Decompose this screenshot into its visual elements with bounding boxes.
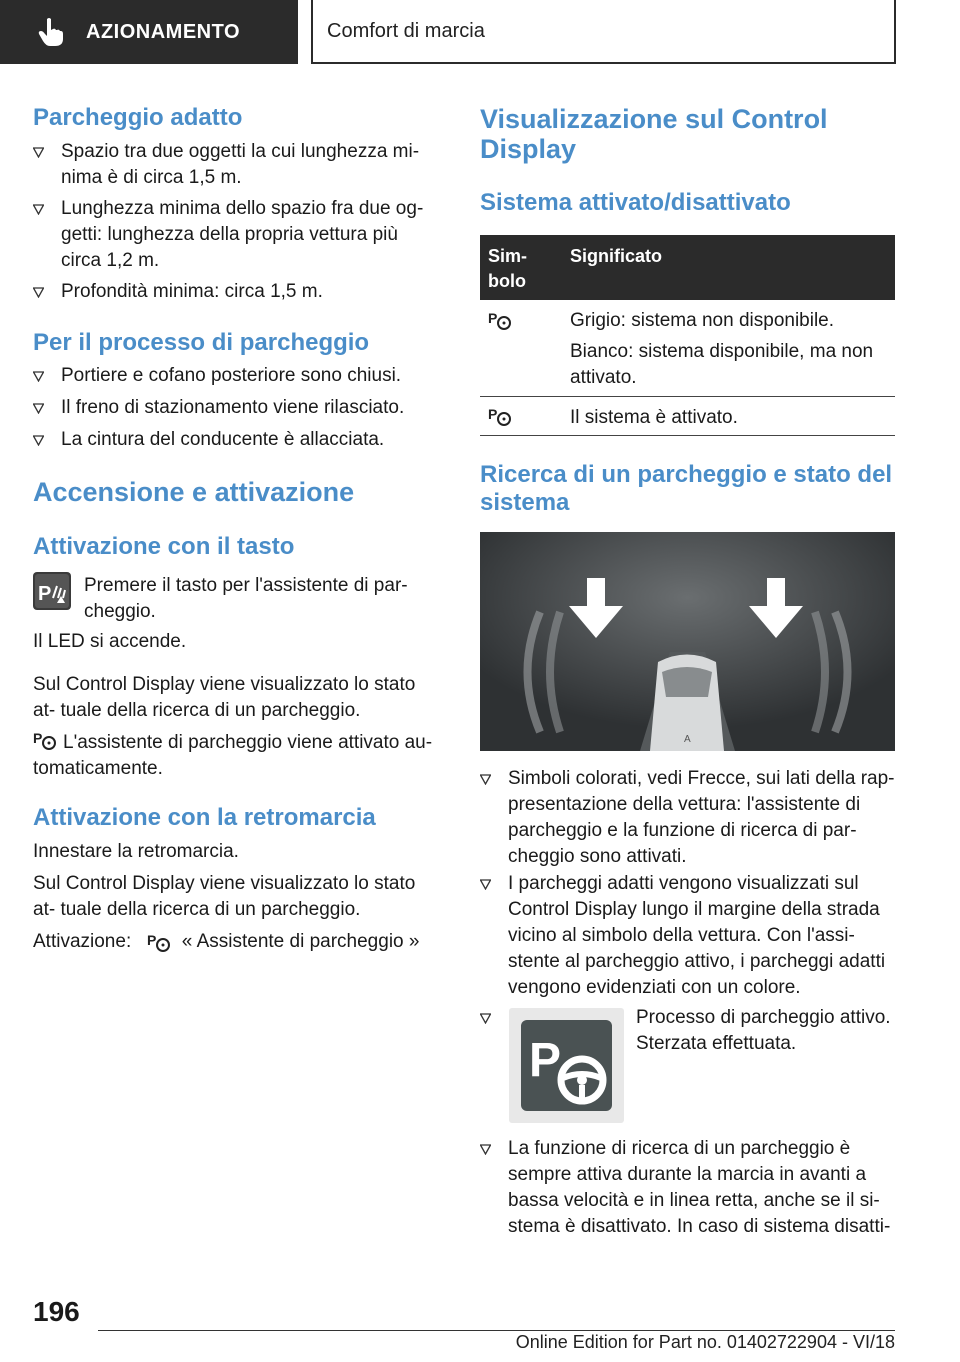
control-display-illustration	[480, 532, 895, 751]
table-cell: Grigio: sistema non disponibile.	[570, 310, 835, 331]
svg-text:P: P	[33, 730, 43, 746]
paragraph: L'assistente di parcheggio viene attivato au‐ tomaticamente.	[33, 732, 433, 779]
heading-attivazione-retromarcia: Attivazione con la retromarcia	[33, 804, 376, 831]
svg-text:P: P	[146, 931, 156, 948]
heading-sistema: Sistema attivato/disattivato	[480, 189, 791, 216]
paragraph: Innestare la retromarcia.	[33, 841, 239, 862]
table-divider	[480, 396, 895, 397]
parking-search-illustration	[480, 532, 895, 751]
paragraph: Sul Control Display viene visualizzato lo stato at‐ tuale della ricerca di un parcheggio.	[33, 873, 416, 920]
triangle-bullet-icon	[480, 1013, 491, 1024]
paragraph: Il LED si accende.	[33, 631, 187, 652]
svg-text:P: P	[38, 583, 52, 605]
col-meaning-header: Significato	[570, 246, 663, 266]
heading-parcheggio-adatto: Parcheggio adatto	[33, 104, 243, 131]
footer-divider	[98, 1330, 895, 1331]
triangle-bullet-icon	[480, 774, 491, 785]
parking-process-active-icon	[509, 1008, 624, 1123]
svg-text:P: P	[488, 406, 498, 422]
footer-edition: Online Edition for Part no. 01402722904 - VI/18	[515, 1332, 895, 1352]
table-divider	[480, 435, 895, 436]
paragraph: Sul Control Display viene visualizzato lo stato at‐ tuale della ricerca di un parcheggio.	[33, 674, 416, 721]
triangle-bullet-icon	[33, 435, 44, 446]
chapter-title: Comfort di marcia	[327, 19, 485, 42]
parking-assistant-button-icon	[33, 572, 71, 610]
heading-visualizzazione: Visualizzazione sul Control Display	[480, 104, 828, 164]
triangle-bullet-icon	[33, 371, 44, 382]
triangle-bullet-icon	[33, 204, 44, 215]
hand-icon	[38, 17, 64, 47]
triangle-bullet-icon	[33, 287, 44, 298]
parking-steering-icon	[488, 309, 512, 331]
section-title: AZIONAMENTO	[86, 20, 241, 43]
paragraph: Processo di parcheggio attivo. Sterzata effettuata.	[636, 1007, 891, 1054]
triangle-bullet-icon	[33, 147, 44, 158]
heading-accensione: Accensione e attivazione	[33, 477, 355, 507]
svg-text:A: A	[684, 734, 691, 745]
paragraph-attivazione: Attivazione: P « Assistente di parcheggio »	[33, 931, 420, 952]
heading-attivazione-tasto: Attivazione con il tasto	[33, 533, 295, 560]
chapter-title-box	[311, 0, 896, 64]
col-symbol-header: Sim‐ bolo	[488, 246, 528, 291]
triangle-bullet-icon	[480, 1144, 491, 1155]
triangle-bullet-icon	[480, 879, 491, 890]
heading-processo-parcheggio: Per il processo di parcheggio	[33, 329, 370, 356]
parking-steering-active-icon	[488, 405, 512, 427]
list-item-bullet	[480, 1005, 500, 1025]
parking-steering-icon	[147, 931, 171, 953]
table-cell: Il sistema è attivato.	[570, 407, 738, 428]
heading-ricerca: Ricerca di un parcheggio e stato del sistema	[480, 461, 893, 516]
page-number: 196	[33, 1296, 80, 1327]
table-cell: Bianco: sistema disponibile, ma non attivato.	[570, 341, 874, 388]
paragraph: Premere il tasto per l'assistente di par‐ cheggio.	[84, 575, 408, 622]
triangle-bullet-icon	[33, 403, 44, 414]
section-tab	[0, 0, 298, 64]
svg-text:P: P	[529, 1034, 562, 1087]
svg-text:P: P	[488, 310, 498, 326]
table-header	[480, 235, 895, 300]
